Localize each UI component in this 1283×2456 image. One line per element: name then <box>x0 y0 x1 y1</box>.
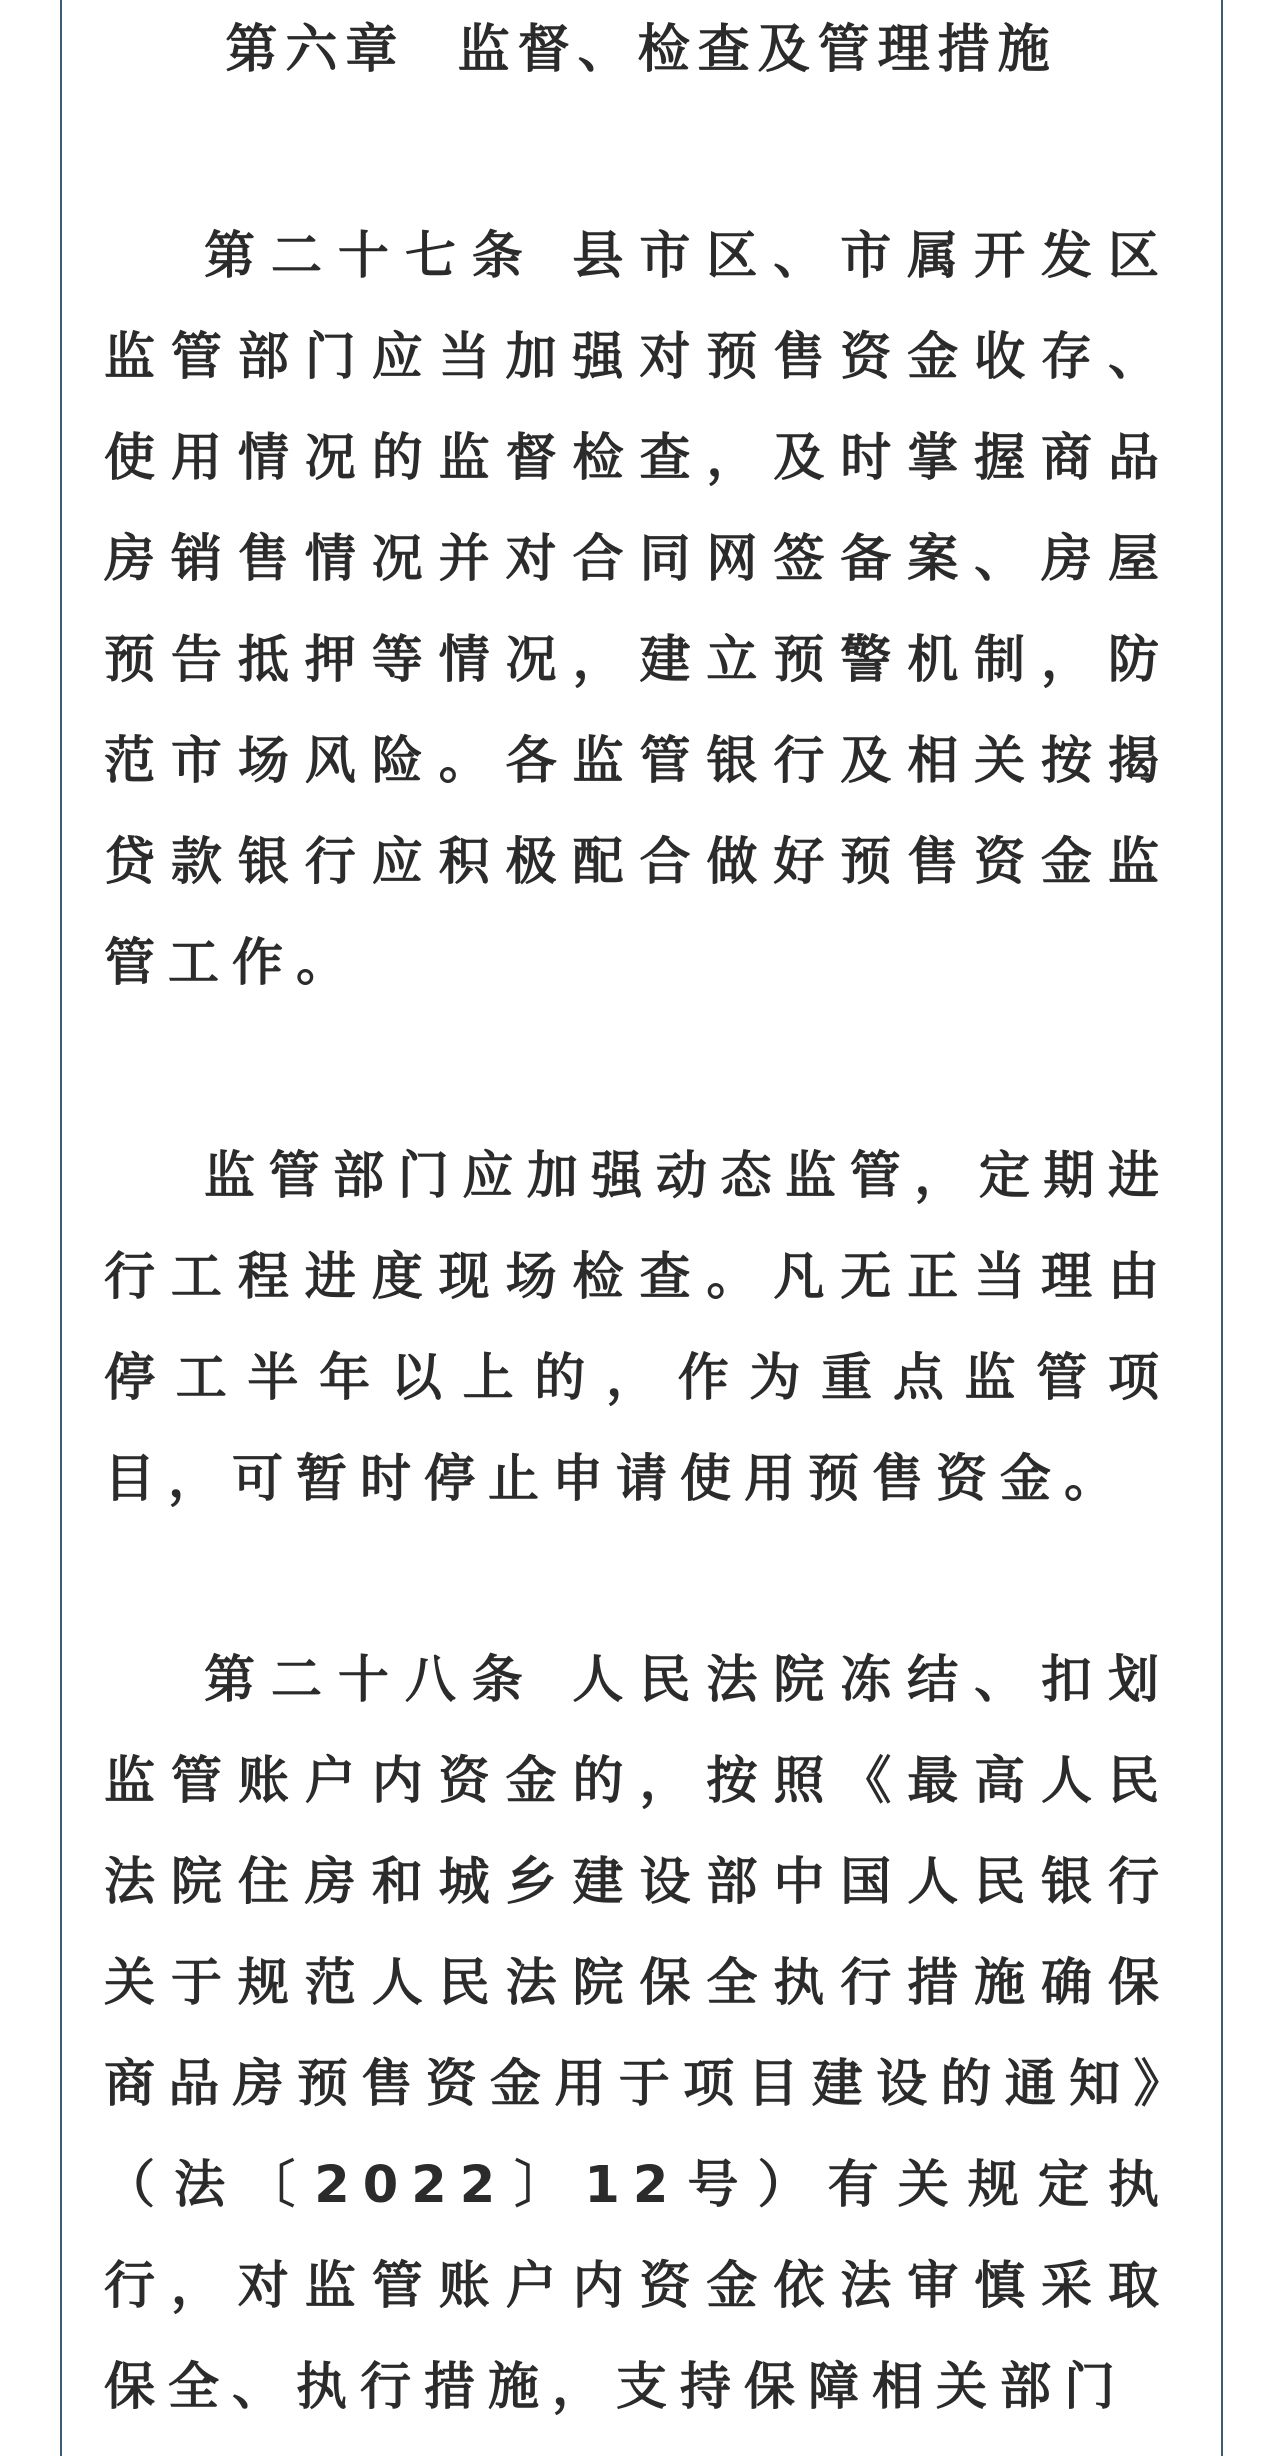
chapter-title: 第六章 监督、检查及管理措施 <box>225 20 1058 80</box>
article-28-paragraph: 第二十八条 人民法院冻结、扣划监管账户内资金的，按照《最高人民法院住房和城乡建设部中国人民银行关于规范人民法院保全执行措施确保商品房预售资金用于项目建设的通知》（法〔2022〕12号）有关规定执行，对监管账户内资金依法审慎采取保全、执行措施，支持保障相关部门 <box>104 1651 1172 2417</box>
supervision-paragraph: 监管部门应加强动态监管，定期进行工程进度现场检查。凡无正当理由停工半年以上的，作为重点监管项目，可暂时停止申请使用预售资金。 <box>104 1147 1172 1509</box>
article-27-paragraph: 第二十七条 县市区、市属开发区监管部门应当加强对预售资金收存、使用情况的监督检查，及时掌握商品房销售情况并对合同网签备案、房屋预告抵押等情况，建立预警机制，防范市场风险。各监管银行及相关按揭贷款银行应积极配合做好预售资金监管工作。 <box>104 227 1172 993</box>
